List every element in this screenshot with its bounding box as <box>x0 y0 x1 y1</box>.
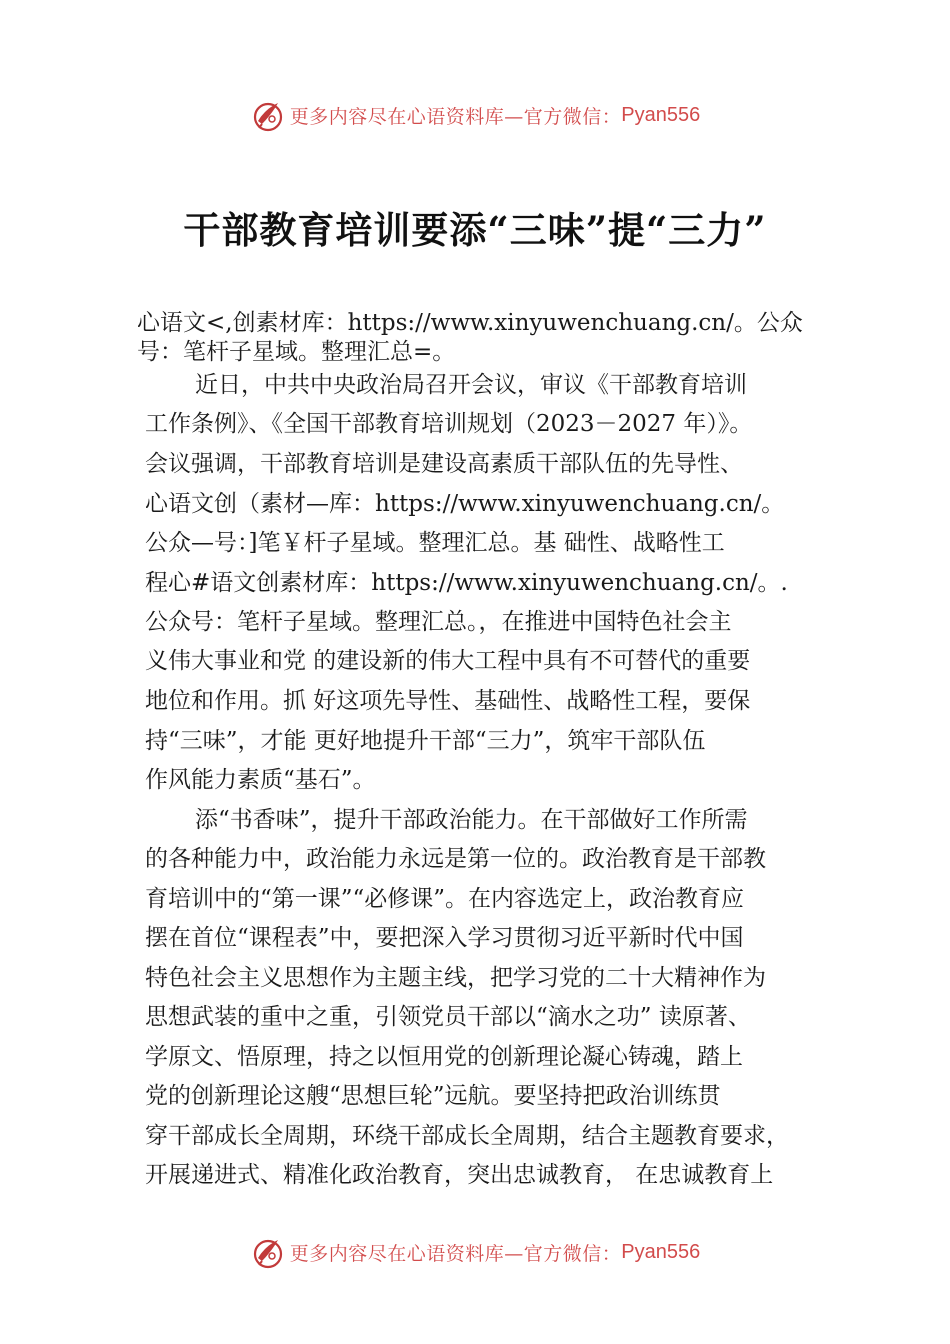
body-line: 的各种能力中，政治能力永远是第一位的。政治教育是干部教 <box>145 846 766 872</box>
body-line: 穿干部成长全周期，环绕干部成长全周期，结合主题教育要求， <box>145 1123 789 1149</box>
body-line: 工作条例》、《全国干部教育培训规划（2023－2027 年）》。 <box>145 411 753 437</box>
body-line: 心语文创（素材—库：https://www.xinyuwenchuang.cn/。 <box>145 491 785 517</box>
document-title: 干部教育培训要添“三味”提“三力” <box>183 208 767 252</box>
body-line: 学原文、悟原理，持之以恒用党的创新理论凝心铸魂，踏上 <box>145 1044 743 1070</box>
body-line: 地位和作用。抓 好这项先导性、基础性、战略性工程，要保 <box>145 688 751 714</box>
body-line: 公众—号：]笔￥杆子星域。整理汇总。基 础性、战略性工 <box>145 530 725 556</box>
body-line: 作风能力素质“基石”。 <box>145 767 376 793</box>
banner-text: 更多内容尽在心语资料库—官方微信： <box>289 105 622 128</box>
pen-logo-icon <box>250 97 286 133</box>
header-banner <box>0 95 950 135</box>
banner-text: 更多内容尽在心语资料库—官方微信： <box>289 1242 622 1265</box>
body-line: 义伟大事业和党 的建设新的伟大工程中具有不可替代的重要 <box>145 648 751 674</box>
body-line: 会议强调，干部教育培训是建设高素质干部队伍的先导性、 <box>145 451 743 477</box>
body-line: 党的创新理论这艘“思想巨轮”远航。要坚持把政治训练贯 <box>145 1083 721 1109</box>
body-line: 特色社会主义思想作为主题主线，把学习党的二十大精神作为 <box>145 965 766 991</box>
body-line: 号：笔杆子星域。整理汇总=。 <box>137 339 456 365</box>
pen-logo-icon <box>250 1234 286 1270</box>
paragraph-start: 添“书香味”，提升干部政治能力。在干部做好工作所需 <box>195 807 748 833</box>
body-line: 思想武装的重中之重，引领党员干部以“滴水之功” 读原著、 <box>145 1004 751 1030</box>
body-line: 开展递进式、精准化政治教育，突出忠诚教育， 在忠诚教育上 <box>145 1162 774 1188</box>
body-line: 心语文<,创素材库：https://www.xinyuwenchuang.cn/。公众 <box>137 310 803 336</box>
body-line: 公众号：笔杆子星域。整理汇总。，在推进中国特色社会主 <box>145 609 732 635</box>
paragraph-start: 近日，中共中央政治局召开会议，审议《干部教育培训 <box>195 372 747 398</box>
body-line: 持“三味”，才能 更好地提升干部“三力”，筑牢干部队伍 <box>145 728 706 754</box>
banner-wechat-id: Pyan556 <box>621 1240 701 1263</box>
banner-wechat-id: Pyan556 <box>621 103 701 126</box>
body-line: 程心#语文创素材库：https://www.xinyuwenchuang.cn/。. <box>145 570 788 596</box>
body-line: 摆在首位“课程表”中，要把深入学习贯彻习近平新时代中国 <box>145 925 744 951</box>
footer-banner <box>0 1232 950 1272</box>
body-line: 育培训中的“第一课”“必修课”。在内容选定上，政治教育应 <box>145 886 745 912</box>
